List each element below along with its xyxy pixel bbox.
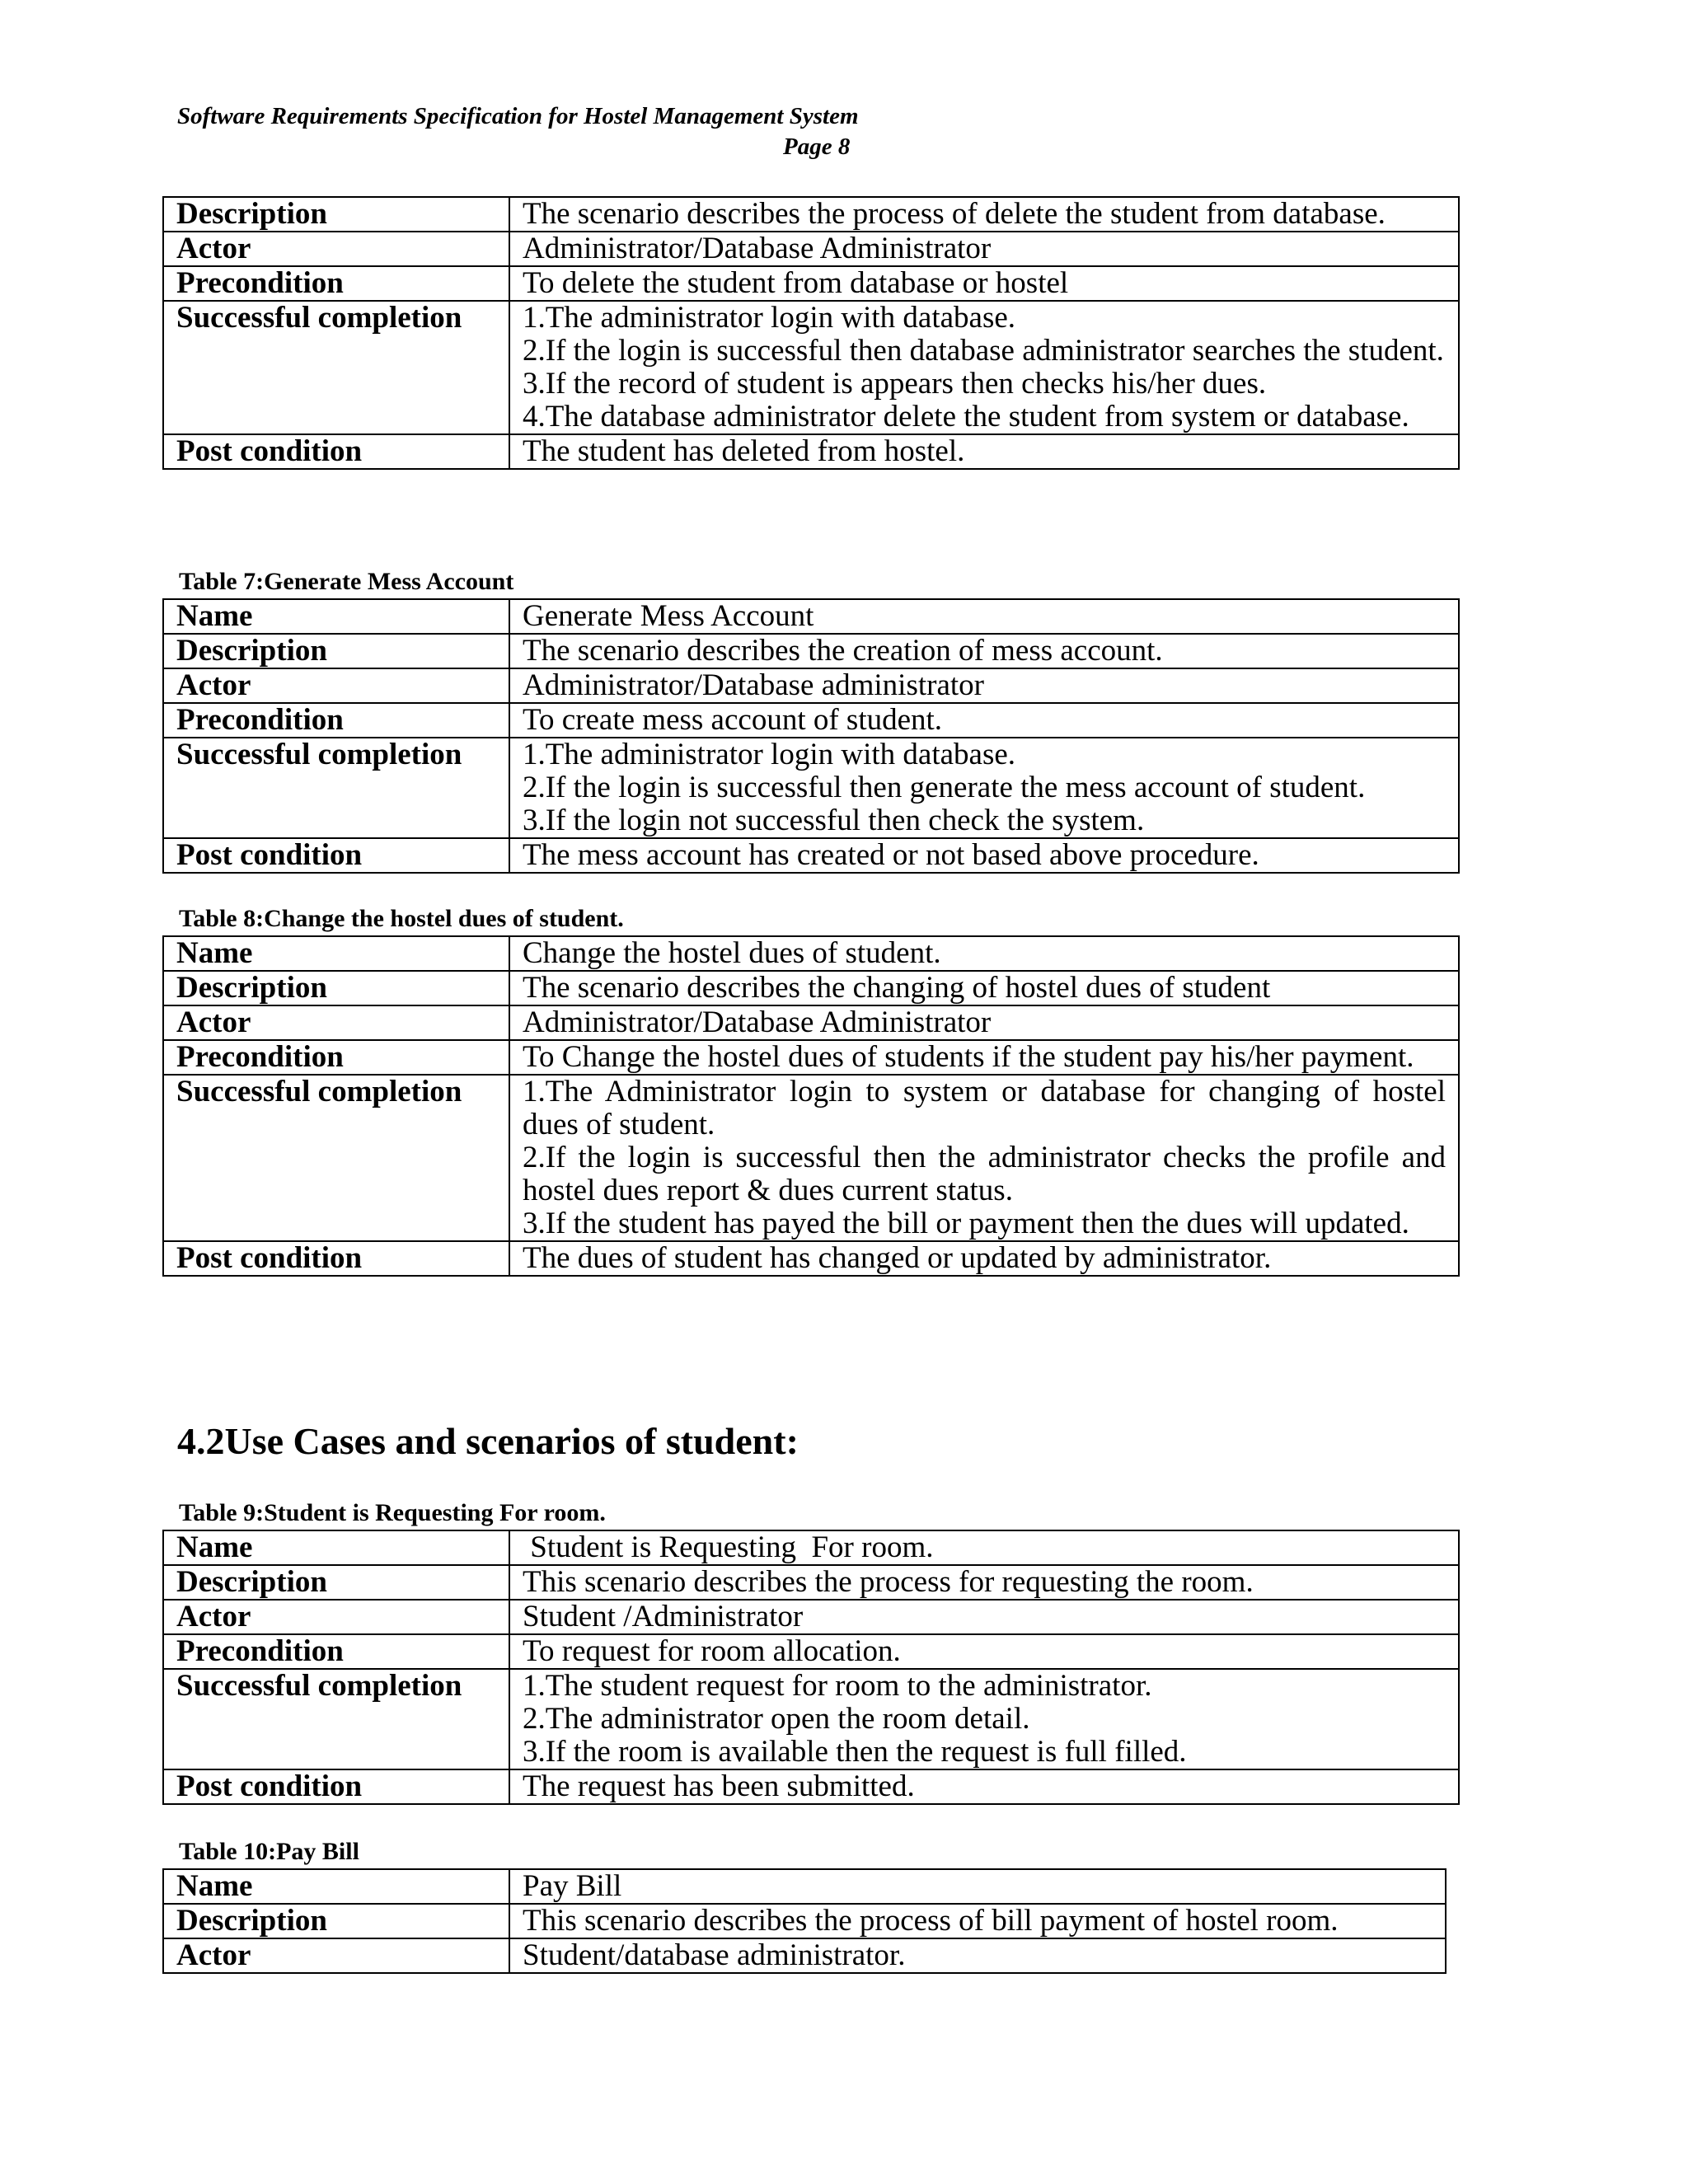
table-caption: Table 7:Generate Mess Account xyxy=(179,568,514,595)
table-row xyxy=(163,1634,1459,1669)
table-row xyxy=(163,266,1459,301)
row-value: The scenario describes the changing of hostel dues of student xyxy=(509,971,1459,1005)
step-item: 4.The database administrator delete the student from system or database. xyxy=(523,400,1409,434)
row-value: Administrator/Database Administrator xyxy=(509,232,1459,266)
row-value: Generate Mess Account xyxy=(509,599,1459,634)
row-value: Student is Requesting For room. xyxy=(509,1530,1459,1565)
step-item: 3.If the student has payed the bill or payment then the dues will updated. xyxy=(523,1207,1409,1240)
document-title: Software Requirements Specification for Hostel Management System xyxy=(177,103,859,129)
table-row xyxy=(163,1769,1459,1804)
row-value xyxy=(509,301,1459,434)
step-item: 2.If the login is successful then database administrator searches the student. xyxy=(523,334,1444,368)
row-value: This scenario describes the process for requesting the room. xyxy=(509,1565,1459,1600)
row-key: Actor xyxy=(163,1938,509,1973)
row-key: Name xyxy=(163,1530,509,1565)
table-row xyxy=(163,197,1459,232)
row-key: Description xyxy=(163,197,509,232)
table-row xyxy=(163,838,1459,873)
table-row xyxy=(163,1938,1446,1973)
row-key: Description xyxy=(163,971,509,1005)
row-key: Name xyxy=(163,1869,509,1904)
step-item: 1.The administrator login with database. xyxy=(523,301,1016,335)
table-row xyxy=(163,1669,1459,1769)
table-row xyxy=(163,936,1459,971)
table-row xyxy=(163,1075,1459,1241)
row-key: Precondition xyxy=(163,266,509,301)
row-key: Precondition xyxy=(163,703,509,738)
row-key: Post condition xyxy=(163,838,509,873)
row-key: Description xyxy=(163,1904,509,1938)
table-generate-mess-account xyxy=(162,598,1460,874)
row-key: Description xyxy=(163,634,509,668)
row-value: The scenario describes the creation of mess account. xyxy=(509,634,1459,668)
row-value: Student /Administrator xyxy=(509,1600,1459,1634)
table-row xyxy=(163,1241,1459,1276)
row-value: Pay Bill xyxy=(509,1869,1446,1904)
row-value xyxy=(509,1075,1459,1241)
row-key: Name xyxy=(163,936,509,971)
step-item: 2.If the login is successful then the administrator checks the profile and hostel dues report & dues current status. xyxy=(523,1141,1446,1207)
row-value xyxy=(509,1669,1459,1769)
table-row xyxy=(163,1600,1459,1634)
row-value: The dues of student has changed or updated by administrator. xyxy=(509,1241,1459,1276)
table-caption: Table 9:Student is Requesting For room. xyxy=(179,1499,606,1526)
row-value: To create mess account of student. xyxy=(509,703,1459,738)
row-key: Description xyxy=(163,1565,509,1600)
table-row xyxy=(163,1565,1459,1600)
row-value: The scenario describes the process of delete the student from database. xyxy=(509,197,1459,232)
table-caption: Table 10:Pay Bill xyxy=(179,1838,359,1865)
row-value: This scenario describes the process of bill payment of hostel room. xyxy=(509,1904,1446,1938)
row-value: The request has been submitted. xyxy=(509,1769,1459,1804)
row-value: Administrator/Database Administrator xyxy=(509,1005,1459,1040)
step-item: 1.The administrator login with database. xyxy=(523,738,1016,771)
row-key: Precondition xyxy=(163,1634,509,1669)
row-value: Student/database administrator. xyxy=(509,1938,1446,1973)
row-key: Successful completion xyxy=(163,738,509,838)
table-pay-bill xyxy=(162,1868,1447,1974)
row-key: Name xyxy=(163,599,509,634)
row-key: Actor xyxy=(163,232,509,266)
row-value: Administrator/Database administrator xyxy=(509,668,1459,703)
table-row xyxy=(163,668,1459,703)
table-row xyxy=(163,1040,1459,1075)
table-row xyxy=(163,703,1459,738)
row-key: Successful completion xyxy=(163,301,509,434)
table-request-room xyxy=(162,1530,1460,1805)
section-heading: 4.2Use Cases and scenarios of student: xyxy=(177,1420,799,1462)
table-row xyxy=(163,434,1459,469)
table-caption: Table 8:Change the hostel dues of student. xyxy=(179,905,624,932)
row-value: To request for room allocation. xyxy=(509,1634,1459,1669)
step-item: 3.If the login not successful then check the system. xyxy=(523,804,1145,837)
table-row xyxy=(163,1530,1459,1565)
table-change-hostel-dues xyxy=(162,935,1460,1277)
table-row xyxy=(163,1904,1446,1938)
row-value: To delete the student from database or hostel xyxy=(509,266,1459,301)
row-key: Actor xyxy=(163,1600,509,1634)
step-item: 2.If the login is successful then generate the mess account of student. xyxy=(523,771,1366,804)
table-row xyxy=(163,1005,1459,1040)
row-key: Successful completion xyxy=(163,1075,509,1241)
table-row xyxy=(163,301,1459,434)
row-key: Actor xyxy=(163,1005,509,1040)
row-key: Post condition xyxy=(163,1769,509,1804)
table-row xyxy=(163,599,1459,634)
table-delete-student xyxy=(162,196,1460,470)
table-row xyxy=(163,738,1459,838)
step-item: 1.The Administrator login to system or database for changing of hostel dues of student. xyxy=(523,1075,1446,1141)
step-item: 1.The student request for room to the administrator. xyxy=(523,1669,1152,1703)
page-number: Page 8 xyxy=(783,134,851,160)
row-key: Post condition xyxy=(163,434,509,469)
row-value: The student has deleted from hostel. xyxy=(509,434,1459,469)
table-row xyxy=(163,634,1459,668)
row-key: Post condition xyxy=(163,1241,509,1276)
step-item: 3.If the room is available then the request is full filled. xyxy=(523,1735,1187,1769)
step-item: 2.The administrator open the room detail. xyxy=(523,1702,1030,1736)
row-key: Actor xyxy=(163,668,509,703)
step-item: 3.If the record of student is appears then checks his/her dues. xyxy=(523,367,1267,401)
table-row xyxy=(163,971,1459,1005)
row-value: The mess account has created or not based above procedure. xyxy=(509,838,1459,873)
row-key: Precondition xyxy=(163,1040,509,1075)
table-row xyxy=(163,232,1459,266)
row-value: To Change the hostel dues of students if the student pay his/her payment. xyxy=(509,1040,1459,1075)
row-value xyxy=(509,738,1459,838)
row-value: Change the hostel dues of student. xyxy=(509,936,1459,971)
table-row xyxy=(163,1869,1446,1904)
row-key: Successful completion xyxy=(163,1669,509,1769)
